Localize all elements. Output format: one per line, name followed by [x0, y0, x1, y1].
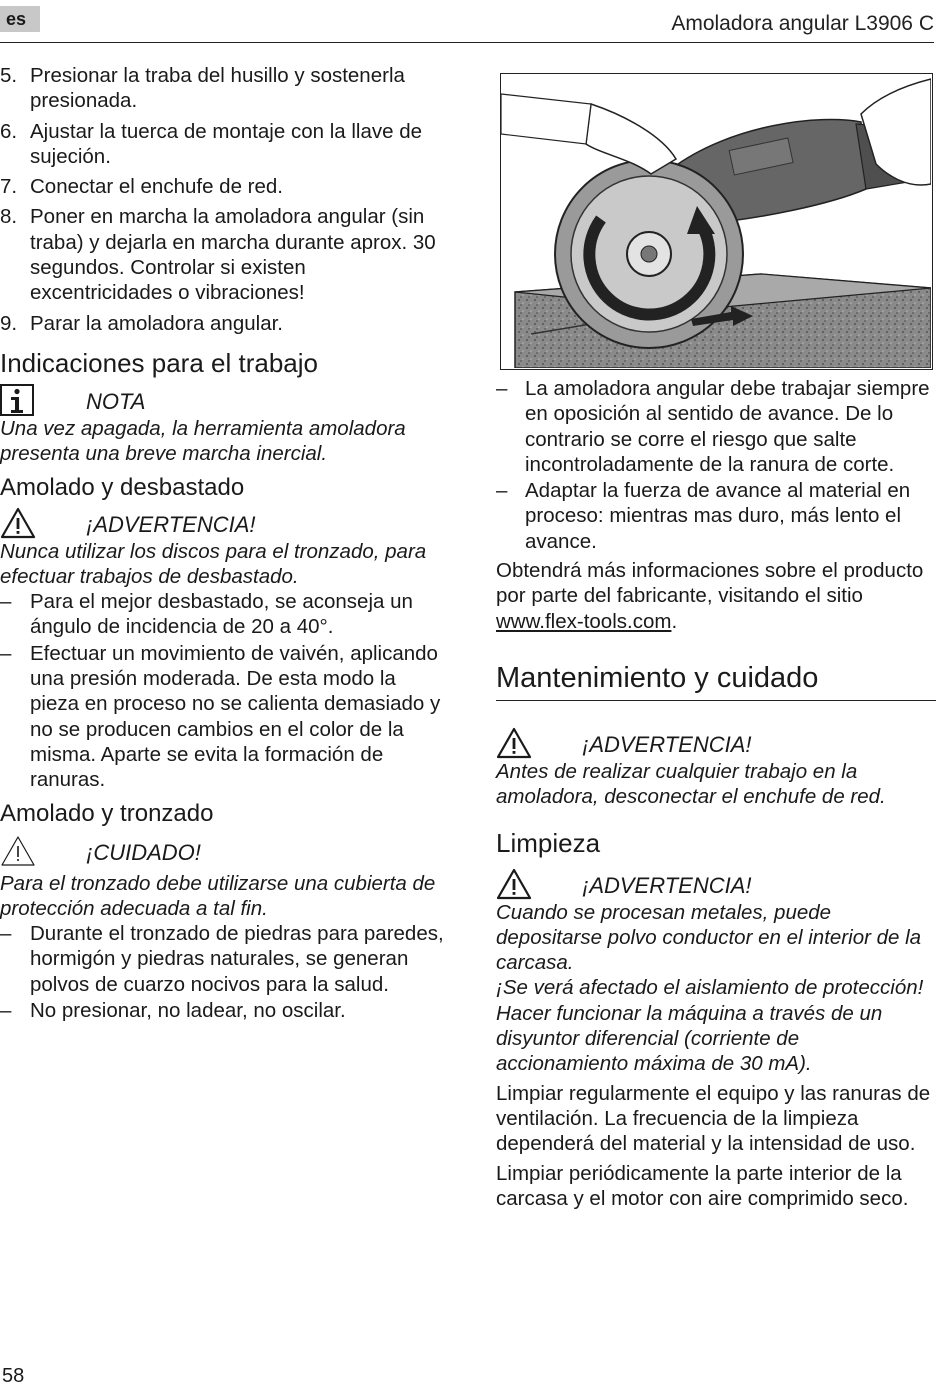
warning-text: Antes de realizar cualquier trabajo en la amoladora, desconectar el enchufe de red. [496, 759, 886, 809]
caution-text: Para el tronzado debe utilizarse una cubierta de protección adecuada a tal fin. [0, 871, 436, 920]
cleaning-paragraph: Limpiar regularmente el equipo y las ranuras de ventilación. La frecuencia de la limpieza dependerá del material y la intensidad de uso. [496, 1081, 931, 1156]
list-item: – No presionar, no ladear, no oscilar. [0, 999, 346, 1023]
document-title: Amoladora angular L3906 C [671, 12, 934, 35]
left-column [0, 63, 448, 1024]
cleaning-warning [496, 864, 936, 900]
step-item: 8. Poner en marcha la amoladora angular (sin traba) y dejarla en marcha durante aprox. 30 segundos. Controlar si existen excentricidades o vibraciones! [0, 205, 436, 305]
step-item: 5. Presionar la traba del husillo y sostenerla presionada. [0, 64, 405, 113]
page-number: 58 [2, 1365, 25, 1387]
maintenance-heading: Mantenimiento y cuidado [496, 661, 819, 694]
website-link[interactable]: www.flex-tools.com [496, 609, 672, 633]
list-item: – Durante el tronzado de piedras para paredes, hormigón y piedras naturales, se generan polvos de cuarzo nocivos para la salud. [0, 922, 444, 996]
list-item: – La amoladora angular debe trabajar siempre en oposición al sentido de avance. De lo contrario se corre el riesgo que salte incontroladamente de la ranura de corte. [496, 377, 930, 476]
warning-icon [496, 727, 532, 759]
assembly-steps [0, 63, 448, 336]
step-item: 7. Conectar el enchufe de red. [0, 175, 283, 199]
warning-icon [0, 507, 36, 539]
warning-icon [496, 868, 532, 900]
header-rule [0, 42, 934, 43]
step-item: 6. Ajustar la tuerca de montaje con la llave de sujeción. [0, 119, 423, 168]
caution-label: ¡CUIDADO! [86, 839, 201, 865]
right-column [496, 376, 936, 1211]
caution-icon [0, 835, 36, 867]
warning-text: ¡Se verá afectado el aislamiento de protección! [496, 976, 924, 1000]
warning-text: Nunca utilizar los discos para el tronzado, para efectuar trabajos de desbastado. [0, 539, 427, 588]
info-icon [0, 384, 36, 416]
section-rule [496, 700, 936, 701]
cleaning-heading: Limpieza [496, 827, 601, 858]
note-text: Una vez apagada, la herramienta amoladora presenta una breve marcha inercial. [0, 416, 406, 466]
cutting-list [0, 921, 448, 1023]
grinding-list [0, 589, 448, 792]
cleaning-paragraph: Limpiar periódicamente la parte interior de la carcasa y el motor con aire comprimido seco. [496, 1161, 909, 1210]
angle-grinder-cutting-image [501, 74, 931, 368]
warning-label: ¡ADVERTENCIA! [86, 511, 256, 537]
list-item: – Adaptar la fuerza de avance al material en proceso: mientras mas duro, más lento el avance. [496, 479, 911, 553]
grinder-illustration [500, 73, 933, 370]
language-badge: es [0, 6, 40, 32]
cutting-heading: Amolado y tronzado [0, 799, 214, 827]
work-heading: Indicaciones para el trabajo [0, 347, 318, 378]
list-item: – Efectuar un movimiento de vaivén, aplicando una presión moderada. De esta modo la pieza en proceso no se calienta demasiado y no se producen cambios en el color de la misma. Aparte se evita la formación de ranuras. [0, 641, 441, 792]
grinding-heading: Amolado y desbastado [0, 473, 245, 501]
maintenance-warning [496, 723, 936, 759]
note-label: NOTA [86, 388, 146, 414]
warning-label: ¡ADVERTENCIA! [582, 731, 752, 757]
grinding-warning [0, 503, 448, 539]
direction-list [496, 376, 936, 554]
warning-text: Cuando se procesan metales, puede depositarse polvo conductor en el interior de la carcasa. [496, 900, 922, 975]
info-paragraph: Obtendrá más informaciones sobre el producto por parte del fabricante, visitando el sitio www.flex-tools.com. [496, 559, 924, 633]
warning-label: ¡ADVERTENCIA! [582, 872, 752, 898]
step-item: 9. Parar la amoladora angular. [0, 311, 283, 335]
cutting-caution [0, 829, 448, 867]
list-item: – Para el mejor desbastado, se aconseja un ángulo de incidencia de 20 a 40°. [0, 590, 413, 639]
warning-text: Hacer funcionar la máquina a través de un disyuntor diferencial (corriente de accionamiento máxima de 30 mA). [496, 1001, 883, 1076]
note-notice [0, 380, 448, 416]
